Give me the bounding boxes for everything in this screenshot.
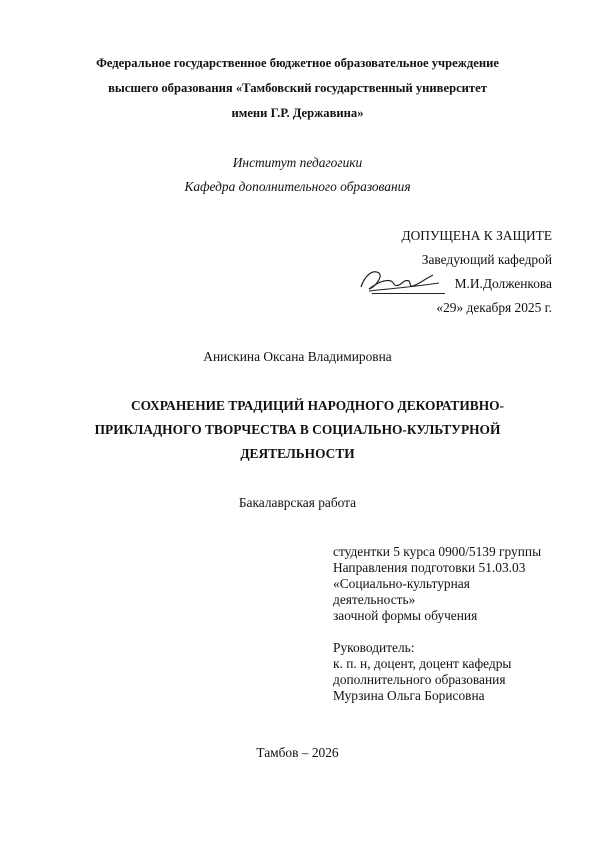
approval-date: «29» декабря 2025 г. (436, 300, 552, 315)
student-profile-2: деятельность» (333, 592, 416, 607)
student-profile-1: «Социально-культурная (333, 576, 470, 591)
supervisor-info (333, 640, 511, 704)
student-group: студентки 5 курса 0900/5139 группы (333, 544, 542, 559)
approval-head-name: М.И.Долженкова (454, 276, 552, 291)
institution-line-3: имени Г.Р. Державина» (231, 106, 364, 120)
thesis-title-line-3: ДЕЯТЕЛЬНОСТИ (240, 446, 355, 461)
supervisor-department: дополнительного образования (333, 672, 506, 687)
institute-name: Институт педагогики (232, 155, 363, 170)
signature-line (372, 293, 445, 294)
supervisor-label: Руководитель: (333, 640, 415, 655)
supervisor-name: Мурзина Ольга Борисовна (333, 688, 485, 703)
student-info (333, 544, 541, 624)
department-name: Кафедра дополнительного образования (184, 179, 411, 194)
institution-line-1: Федеральное государственное бюджетное образовательное учреждение (96, 56, 499, 70)
approval-position: Заведующий кафедрой (421, 252, 552, 267)
author-name: Анискина Оксана Владимировна (203, 349, 392, 364)
city-year: Тамбов – 2026 (256, 745, 339, 760)
approval-stamp: ДОПУЩЕНА К ЗАЩИТЕ (401, 228, 552, 243)
thesis-title-line-1: СОХРАНЕНИЕ ТРАДИЦИЙ НАРОДНОГО ДЕКОРАТИВНО- (131, 398, 504, 413)
student-direction: Направления подготовки 51.03.03 (333, 560, 526, 575)
supervisor-degree: к. п. н, доцент, доцент кафедры (333, 656, 512, 671)
student-form: заочной формы обучения (333, 608, 478, 623)
work-type: Бакалаврская работа (238, 495, 357, 510)
thesis-title-line-2: ПРИКЛАДНОГО ТВОРЧЕСТВА В СОЦИАЛЬНО-КУЛЬТУРНОЙ (94, 422, 501, 437)
institution-line-2: высшего образования «Тамбовский государственный университет (108, 81, 487, 95)
